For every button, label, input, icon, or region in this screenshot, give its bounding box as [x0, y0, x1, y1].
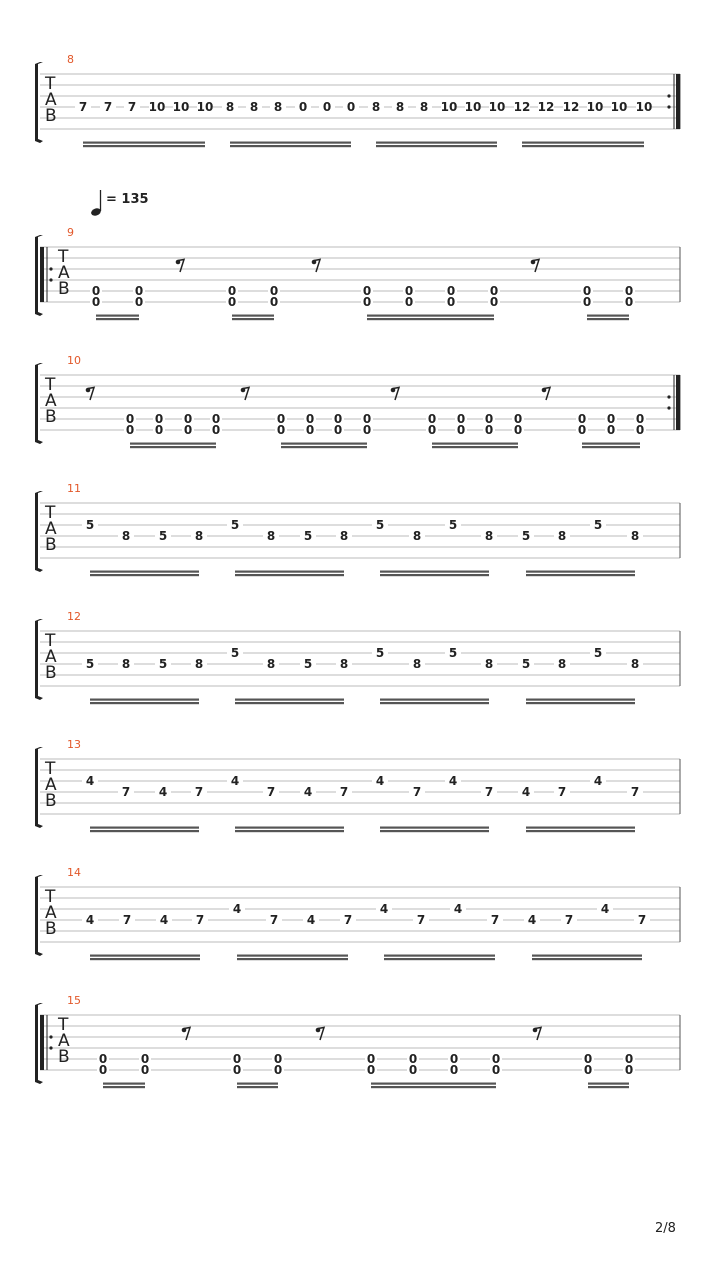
fret-number: 5: [303, 529, 313, 543]
tab-letter-a: A: [45, 775, 57, 795]
tab-letter-b: B: [58, 279, 70, 299]
fret-number: 7: [78, 100, 88, 114]
tab-letter-t: T: [58, 247, 69, 267]
beam: [380, 574, 489, 576]
measure-number: 11: [67, 482, 81, 495]
fret-number: 0: [484, 423, 494, 437]
fret-number: 10: [488, 100, 506, 114]
fret-number: 8: [557, 657, 567, 671]
tab-letter-b: B: [45, 663, 57, 683]
beam: [588, 1083, 629, 1085]
beam: [130, 446, 216, 448]
eighth-rest-icon: [533, 1028, 541, 1041]
fret-number: 7: [557, 785, 567, 799]
beam: [235, 702, 344, 704]
fret-number: 7: [266, 785, 276, 799]
fret-number: 4: [375, 774, 385, 788]
fret-number: 4: [593, 774, 603, 788]
fret-number: 5: [448, 518, 458, 532]
tempo-value: = 135: [106, 192, 149, 207]
eighth-rest-icon: [176, 260, 184, 273]
beam: [526, 699, 635, 701]
beam: [230, 145, 351, 147]
fret-number: 7: [490, 913, 500, 927]
fret-number: 8: [395, 100, 405, 114]
beam: [90, 702, 199, 704]
fret-number: 8: [419, 100, 429, 114]
tab-system-14: [35, 866, 680, 956]
beam: [96, 315, 139, 317]
fret-number: 0: [125, 423, 135, 437]
fret-number: 0: [227, 284, 237, 298]
beam: [588, 1086, 629, 1088]
fret-number: 0: [91, 284, 101, 298]
fret-number: 0: [98, 1063, 108, 1077]
beam: [83, 142, 205, 144]
tab-letter-a: A: [58, 1031, 70, 1051]
tab-letter-a: A: [45, 90, 57, 110]
fret-number: 0: [606, 412, 616, 426]
repeat-dot: [667, 395, 670, 398]
tab-letter-t: T: [45, 759, 56, 779]
tab-system-13: [35, 738, 680, 828]
fret-number: 0: [183, 412, 193, 426]
beam: [432, 443, 518, 445]
fret-number: 4: [527, 913, 537, 927]
fret-number: 7: [412, 785, 422, 799]
fret-number: 7: [121, 785, 131, 799]
fret-number: 0: [269, 284, 279, 298]
fret-number: 5: [593, 646, 603, 660]
fret-number: 0: [583, 1052, 593, 1066]
fret-number: 0: [232, 1052, 242, 1066]
fret-number: 5: [375, 518, 385, 532]
fret-number: 0: [346, 100, 356, 114]
fret-number: 4: [453, 902, 463, 916]
measure-number: 9: [67, 226, 74, 239]
eighth-rest-icon: [182, 1028, 190, 1041]
fret-number: 0: [484, 412, 494, 426]
fret-number: 10: [148, 100, 166, 114]
fret-number: 7: [343, 913, 353, 927]
measure-number: 10: [67, 354, 81, 367]
beam: [371, 1086, 496, 1088]
tab-letter-b: B: [58, 1047, 70, 1067]
beam: [237, 958, 348, 960]
tab-letter-t: T: [45, 503, 56, 523]
beam: [90, 571, 199, 573]
beam: [235, 830, 344, 832]
fret-number: 7: [339, 785, 349, 799]
fret-number: 0: [513, 423, 523, 437]
eighth-rest-icon: [312, 260, 320, 273]
fret-number: 8: [339, 529, 349, 543]
fret-number: 0: [449, 1052, 459, 1066]
tab-letter-a: A: [58, 263, 70, 283]
fret-number: 5: [158, 529, 168, 543]
measure-number: 8: [67, 53, 74, 66]
fret-number: 0: [513, 412, 523, 426]
fret-number: 10: [635, 100, 653, 114]
fret-number: 0: [456, 423, 466, 437]
beam: [526, 830, 635, 832]
fret-number: 0: [333, 412, 343, 426]
fret-number: 0: [577, 423, 587, 437]
fret-number: 0: [491, 1052, 501, 1066]
beam: [522, 142, 644, 144]
fret-number: 4: [306, 913, 316, 927]
fret-number: 8: [484, 657, 494, 671]
beam: [237, 1083, 278, 1085]
fret-number: 7: [195, 913, 205, 927]
eighth-rest-icon: [316, 1028, 324, 1041]
fret-number: 7: [630, 785, 640, 799]
fret-number: 0: [227, 295, 237, 309]
fret-number: 4: [521, 785, 531, 799]
fret-number: 7: [194, 785, 204, 799]
tab-system-11: [35, 482, 680, 572]
fret-number: 0: [624, 1063, 634, 1077]
fret-number: 0: [125, 412, 135, 426]
fret-number: 10: [610, 100, 628, 114]
fret-number: 10: [172, 100, 190, 114]
beam: [380, 702, 489, 704]
beam: [90, 830, 199, 832]
eighth-rest-icon: [531, 260, 539, 273]
beam: [237, 1086, 278, 1088]
tab-system-12: [35, 610, 680, 700]
beam: [90, 827, 199, 829]
repeat-dot: [667, 105, 670, 108]
fret-number: 8: [121, 529, 131, 543]
fret-number: 7: [122, 913, 132, 927]
fret-number: 7: [416, 913, 426, 927]
fret-number: 7: [484, 785, 494, 799]
repeat-dot: [49, 267, 52, 270]
fret-number: 8: [225, 100, 235, 114]
fret-number: 5: [230, 518, 240, 532]
fret-number: 10: [586, 100, 604, 114]
fret-number: 5: [85, 657, 95, 671]
tab-letter-b: B: [45, 791, 57, 811]
fret-number: 0: [333, 423, 343, 437]
fret-number: 0: [134, 295, 144, 309]
fret-number: 12: [513, 100, 531, 114]
fret-number: 0: [269, 295, 279, 309]
beam: [232, 318, 274, 320]
fret-number: 0: [362, 295, 372, 309]
beam: [367, 315, 494, 317]
fret-number: 0: [427, 423, 437, 437]
fret-number: 0: [635, 412, 645, 426]
fret-number: 5: [230, 646, 240, 660]
beam: [96, 318, 139, 320]
measure-number: 15: [67, 994, 81, 1007]
repeat-dot: [667, 406, 670, 409]
fret-number: 0: [322, 100, 332, 114]
tab-letter-b: B: [45, 919, 57, 939]
repeat-end-thick-bar: [676, 74, 680, 129]
beam: [380, 830, 489, 832]
fret-number: 0: [582, 284, 592, 298]
fret-number: 8: [266, 657, 276, 671]
fret-number: 0: [211, 412, 221, 426]
fret-number: 8: [339, 657, 349, 671]
fret-number: 8: [412, 529, 422, 543]
tab-system-8: [35, 53, 680, 143]
measure-number: 14: [67, 866, 81, 879]
fret-number: 10: [464, 100, 482, 114]
beam: [230, 142, 351, 144]
fret-number: 0: [408, 1052, 418, 1066]
fret-number: 8: [371, 100, 381, 114]
fret-number: 4: [159, 913, 169, 927]
beam: [532, 955, 642, 957]
fret-number: 10: [440, 100, 458, 114]
beam: [235, 699, 344, 701]
beam: [587, 318, 629, 320]
beam: [235, 571, 344, 573]
fret-number: 0: [446, 284, 456, 298]
fret-number: 7: [269, 913, 279, 927]
tab-letter-a: A: [45, 519, 57, 539]
fret-number: 7: [127, 100, 137, 114]
beam: [232, 315, 274, 317]
fret-number: 0: [140, 1063, 150, 1077]
fret-number: 4: [232, 902, 242, 916]
fret-number: 0: [635, 423, 645, 437]
fret-number: 8: [484, 529, 494, 543]
repeat-dot: [49, 278, 52, 281]
fret-number: 0: [624, 1052, 634, 1066]
beam: [432, 446, 518, 448]
beam: [235, 827, 344, 829]
fret-number: 0: [366, 1052, 376, 1066]
beam: [103, 1083, 145, 1085]
repeat-dot: [667, 94, 670, 97]
beam: [237, 955, 348, 957]
fret-number: 7: [564, 913, 574, 927]
beam: [526, 571, 635, 573]
fret-number: 0: [232, 1063, 242, 1077]
tab-letter-t: T: [45, 74, 56, 94]
beam: [281, 443, 367, 445]
fret-number: 0: [273, 1052, 283, 1066]
fret-number: 8: [412, 657, 422, 671]
beam: [526, 702, 635, 704]
eighth-rest-icon: [241, 388, 249, 401]
beam: [83, 145, 205, 147]
beam: [587, 315, 629, 317]
beam: [526, 827, 635, 829]
fret-number: 4: [85, 774, 95, 788]
fret-number: 0: [98, 1052, 108, 1066]
repeat-start-thick-bar: [40, 247, 44, 302]
fret-number: 8: [266, 529, 276, 543]
fret-number: 8: [630, 657, 640, 671]
eighth-rest-icon: [391, 388, 399, 401]
fret-number: 5: [448, 646, 458, 660]
fret-number: 0: [273, 1063, 283, 1077]
eighth-rest-icon: [542, 388, 550, 401]
fret-number: 0: [404, 284, 414, 298]
beam: [582, 446, 640, 448]
fret-number: 0: [305, 423, 315, 437]
fret-number: 0: [577, 412, 587, 426]
fret-number: 0: [183, 423, 193, 437]
beam: [281, 446, 367, 448]
fret-number: 8: [630, 529, 640, 543]
fret-number: 0: [298, 100, 308, 114]
beam: [532, 958, 642, 960]
fret-number: 0: [491, 1063, 501, 1077]
tab-letter-t: T: [45, 375, 56, 395]
fret-number: 0: [582, 295, 592, 309]
beam: [90, 958, 200, 960]
beam: [367, 318, 494, 320]
fret-number: 0: [624, 295, 634, 309]
fret-number: 4: [230, 774, 240, 788]
page-number: 2/8: [655, 1221, 676, 1236]
beam: [90, 574, 199, 576]
tab-letter-t: T: [45, 887, 56, 907]
fret-number: 0: [362, 423, 372, 437]
tab-letter-a: A: [45, 391, 57, 411]
fret-number: 0: [446, 295, 456, 309]
fret-number: 0: [456, 412, 466, 426]
fret-number: 0: [408, 1063, 418, 1077]
beam: [526, 574, 635, 576]
beam: [235, 574, 344, 576]
tempo-marking: [90, 190, 148, 217]
fret-number: 0: [305, 412, 315, 426]
fret-number: 4: [303, 785, 313, 799]
fret-number: 5: [375, 646, 385, 660]
beam: [522, 145, 644, 147]
fret-number: 0: [276, 423, 286, 437]
fret-number: 5: [521, 657, 531, 671]
fret-number: 5: [158, 657, 168, 671]
eighth-rest-icon: [86, 388, 94, 401]
fret-number: 0: [91, 295, 101, 309]
fret-number: 8: [249, 100, 259, 114]
measure-number: 12: [67, 610, 81, 623]
fret-number: 0: [366, 1063, 376, 1077]
fret-number: 5: [85, 518, 95, 532]
fret-number: 0: [134, 284, 144, 298]
fret-number: 5: [521, 529, 531, 543]
fret-number: 0: [140, 1052, 150, 1066]
fret-number: 8: [121, 657, 131, 671]
tab-letter-b: B: [45, 535, 57, 555]
fret-number: 0: [362, 284, 372, 298]
beam: [103, 1086, 145, 1088]
fret-number: 5: [593, 518, 603, 532]
fret-number: 8: [194, 657, 204, 671]
fret-number: 0: [404, 295, 414, 309]
beam: [380, 571, 489, 573]
fret-number: 0: [211, 423, 221, 437]
tab-letter-t: T: [58, 1015, 69, 1035]
fret-number: 0: [583, 1063, 593, 1077]
beam: [582, 443, 640, 445]
fret-number: 12: [562, 100, 580, 114]
repeat-start-thick-bar: [40, 1015, 44, 1070]
fret-number: 4: [600, 902, 610, 916]
measure-number: 13: [67, 738, 81, 751]
beam: [376, 142, 497, 144]
repeat-dot: [49, 1046, 52, 1049]
fret-number: 0: [489, 295, 499, 309]
fret-number: 0: [427, 412, 437, 426]
beam: [376, 145, 497, 147]
fret-number: 10: [196, 100, 214, 114]
fret-number: 0: [606, 423, 616, 437]
fret-number: 4: [158, 785, 168, 799]
beam: [90, 955, 200, 957]
beam: [130, 443, 216, 445]
fret-number: 0: [362, 412, 372, 426]
fret-number: 0: [624, 284, 634, 298]
tab-letter-b: B: [45, 106, 57, 126]
fret-number: 0: [489, 284, 499, 298]
fret-number: 7: [637, 913, 647, 927]
fret-number: 4: [448, 774, 458, 788]
fret-number: 0: [276, 412, 286, 426]
fret-number: 5: [303, 657, 313, 671]
beam: [380, 827, 489, 829]
beam: [384, 955, 495, 957]
beam: [90, 699, 199, 701]
fret-number: 0: [154, 423, 164, 437]
fret-number: 12: [537, 100, 555, 114]
tab-letter-b: B: [45, 407, 57, 427]
fret-number: 8: [194, 529, 204, 543]
tab-letter-a: A: [45, 647, 57, 667]
beam: [371, 1083, 496, 1085]
repeat-dot: [49, 1035, 52, 1038]
tab-letter-t: T: [45, 631, 56, 651]
fret-number: 8: [273, 100, 283, 114]
fret-number: 0: [449, 1063, 459, 1077]
repeat-end-thick-bar: [676, 375, 680, 430]
beam: [380, 699, 489, 701]
tab-letter-a: A: [45, 903, 57, 923]
beam: [384, 958, 495, 960]
fret-number: 8: [557, 529, 567, 543]
fret-number: 0: [154, 412, 164, 426]
fret-number: 7: [103, 100, 113, 114]
fret-number: 4: [379, 902, 389, 916]
fret-number: 4: [85, 913, 95, 927]
